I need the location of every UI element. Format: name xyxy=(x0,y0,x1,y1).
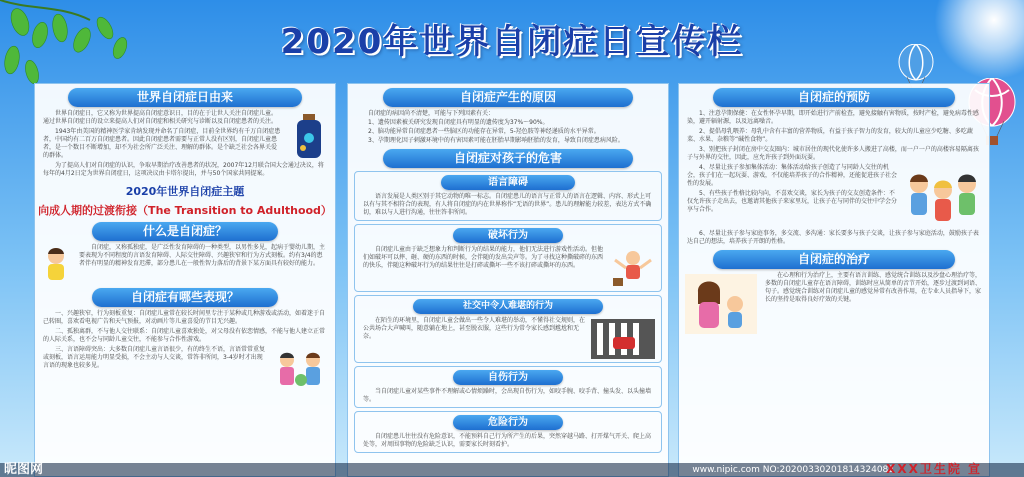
cause-heading: 自闭症产生的原因 xyxy=(383,88,633,107)
prevent-5: 5、有些孩子性格比较内向，不喜欢交谈，家长为孩子的交友创造条件：不仅允许孩子走出去，也邀请其他孩子来家里玩，让孩子在与同伴的交往中学会分享与合作。 xyxy=(687,190,898,213)
mother-child-illustration xyxy=(685,274,757,334)
cause-1: 1、遗传因素被关研究发现自闭症具有明显的遗传度为37%～90%。 xyxy=(368,119,549,126)
danger-box xyxy=(354,411,662,453)
prevent-1: 1、注意孕期保健：在女性怀孕早期，即开始进行产前检查，避免接触有害物质，按时产检，避免病毒性感染，避开辐射源，以及远离噪音。 xyxy=(687,110,979,125)
children-illustration xyxy=(273,348,329,392)
treat-heading: 自闭症的治疗 xyxy=(713,250,955,269)
symptom-1: 一、兴趣狭窄，行为刻板重复：自闭症儿童常在较长时间里专注于某种或几种游戏或活动，如着迷于自己转圈，喜欢看电视广告和天气预报，对动画片等儿童喜爱的节目无兴趣。 xyxy=(43,310,326,325)
origin-paragraph-2: 1943年由美国的精神医学家肯纳发现并命名了自闭症，目前全世界约有千万自闭症患者，中国约有二百万自闭症患者。因此自闭症患者需要与正常人没有区别，自闭症儿童患者，是一个数目不断增加，却不为社会所广泛关注、理解的群体。是个缺乏社会各界关爱的群体。 xyxy=(43,128,281,159)
selfharm-text: 当自闭症儿童对某些事件不理解或心情烦躁时，会出现自伤行为，如咬手腕、咬手背、撞头发、以头撞墙等。 xyxy=(363,388,652,403)
group-children-illustration xyxy=(903,166,983,230)
speech-text: 语言发展是人类区别于其它动物的唯一标志。自闭症患儿的语言与正常人的语言在逻辑、内容、形式上可以有与其不相符合的表现，有人将自闭症的内在世界称作“无语的世界”。患儿的理解能力较差，表达方式不确切，难以与人进行沟通，往往答非所问。 xyxy=(363,193,652,216)
destroy-box xyxy=(354,224,662,292)
social-heading: 社交中令人难堪的行为 xyxy=(413,299,603,314)
social-text: 在陌生的环境里，自闭症儿童会做出一些令人难堪的举动，不懂得社交规则，在公共场合大声喊叫，随意躺在地上，甚至脱衣服，这些行为常令家长感到尴尬和无奈。 xyxy=(363,317,586,340)
selfharm-box xyxy=(354,366,662,408)
selfharm-heading: 自伤行为 xyxy=(453,370,563,385)
middle-panel xyxy=(347,83,669,477)
theme-heading: 2020年世界自闭症主题 xyxy=(125,185,245,198)
prevent-4: 4、尽量让孩子参加集体活动：集体活动给孩子创造了与同龄人交往的机会，孩子们在一起玩耍、游戏，不仅能培养孩子的合作精神，还能促进孩子社会性的发展。 xyxy=(687,164,898,187)
cause-3: 3、孕期理化因子刺激环境中的有害因素可能在胚胎早期影响胚胎的发育，导致自闭症患病风险。 xyxy=(368,137,624,144)
symptom-3: 三、言语障碍突出：大多数自闭症儿童言语很少，有的终生不语，言语常常重复或刻板，语言运用能力明显受损，不会主动与人交谈，常答非所问，3-4岁时才出现言语的现象也较多见。 xyxy=(43,346,266,369)
danger-heading: 危险行为 xyxy=(453,415,563,430)
footer-image-id: www.nipic.com NO:20200330201814324082 xyxy=(692,465,894,475)
page-title: 2020年世界自闭症日宣传栏 xyxy=(280,22,744,62)
crosswalk-illustration xyxy=(591,319,655,359)
what-heading: 什么是自闭症？ xyxy=(92,222,278,241)
bottle-illustration xyxy=(289,112,329,160)
prevent-2: 2、提倡母乳喂养：母乳中含有丰富的营养物质，有益于孩子智力的发育，较大的儿童应少吃糖、多吃蔬菜、水果、杂粮等“碱性食物”。 xyxy=(687,128,973,143)
symptom-2: 二、孤独离群，不与他人交往联系：自闭症儿童喜欢独处，对父母没有依恋情感，不能与他人建立正常的人际关系，也不会与同龄儿童交往，不能参与合作性游戏。 xyxy=(43,328,326,343)
prevent-3: 3、别把孩子封闭在房中交友圈内：城市居住的现代化使许多人搬进了高楼，而一户一户的高楼容易隔离孩子与外界的交往，因此，应允许孩子到外面玩耍。 xyxy=(687,146,979,161)
theme-text: 向成人期的过渡衔接（The Transition to Adulthood） xyxy=(38,204,332,217)
prevent-6: 6、尽量让孩子参与家庭事务，多交流、多沟通：家长要多与孩子交谈，让孩子参与家庭活动，鼓励孩子表达自己的想法，培养孩子开朗的性格。 xyxy=(687,230,979,245)
cause-intro: 自闭症的病因尚不清楚，可能与下列因素有关： xyxy=(368,110,495,117)
child-illustration xyxy=(41,246,71,284)
prevent-heading: 自闭症的预防 xyxy=(713,88,955,107)
social-box xyxy=(354,295,662,363)
speech-box xyxy=(354,171,662,221)
left-panel xyxy=(34,83,336,477)
tantrum-illustration xyxy=(611,248,655,288)
what-text: 自闭症，又称孤独症，是广泛性发育障碍的一种类型，以男性多见，起病于婴幼儿期，主要表现为不同程度的言语发育障碍、人际交往障碍、兴趣狭窄和行为方式刻板。约有3/4的患者伴有明显的精神发育迟滞，部分患儿在一般性智力落后的背景下某方面具有较好的能力。 xyxy=(79,244,326,267)
danger-text: 自闭症患儿往往没有危险意识，不能预料自己行为所产生的后果，突然穿越马路、打开煤气开关、爬上高处等，对周围事物的危险缺乏认识，需要家长时刻看护。 xyxy=(363,433,652,448)
symptoms-heading: 自闭症有哪些表现？ xyxy=(92,288,278,307)
harm-heading: 自闭症对孩子的危害 xyxy=(383,149,633,168)
hospital-name: XXX卫生院 宣 xyxy=(886,462,982,476)
treat-text: 在心理和行为治疗上，主要有语言训练、感觉统合训练以及沙盘心理治疗等，多数的自闭症儿童存在语言障碍，训练时应从简单的音节开始，逐步过渡到词语、句子。感觉统合训练对自闭症儿童的感觉异常有改善作用，在专业人员指导下，家长的坚持是取得良好疗效的关键。 xyxy=(765,272,982,303)
footer-logo: 昵图网 xyxy=(4,462,44,477)
speech-heading: 语言障碍 xyxy=(441,175,576,190)
cause-2: 2、脑功能异常自闭症患者一些脑区的功能存在异常，5-羟色胺等神经递质的水平异常。 xyxy=(368,128,600,135)
origin-heading: 世界自闭症日由来 xyxy=(68,88,302,107)
origin-paragraph-3: 为了提高人们对自闭症的认识，争取早期治疗改善患者的状况，2007年12月联合国大会通过决议，将每年的4月2日定为世界自闭症日，这项决议由卡塔尔提出，并与50个国家共同提案。 xyxy=(43,162,324,177)
right-panel xyxy=(678,83,990,477)
destroy-heading: 破坏行为 xyxy=(453,228,563,243)
origin-paragraph-1: 世界自闭症日，它又称为世界提高自闭症意识日，目的在于让世人关注自闭症儿童。通过世界自闭症日的设立来提高人们对自闭症和相关研究与诊断以及自闭症患者的关注。 xyxy=(43,110,278,125)
destroy-text: 自闭症儿童由于缺乏想象力和判断行为的结果的能力，他们无法进行游戏性活动。但他们如破坏可以摔、砸、硬的东西的时候，会伴随的发出尖声等。为了寻找这种撕破碎的东西的快乐，伴随这种破坏行为的结果往往是打碎或撕坏一些不该打碎或撕坏的东西。 xyxy=(363,246,604,269)
